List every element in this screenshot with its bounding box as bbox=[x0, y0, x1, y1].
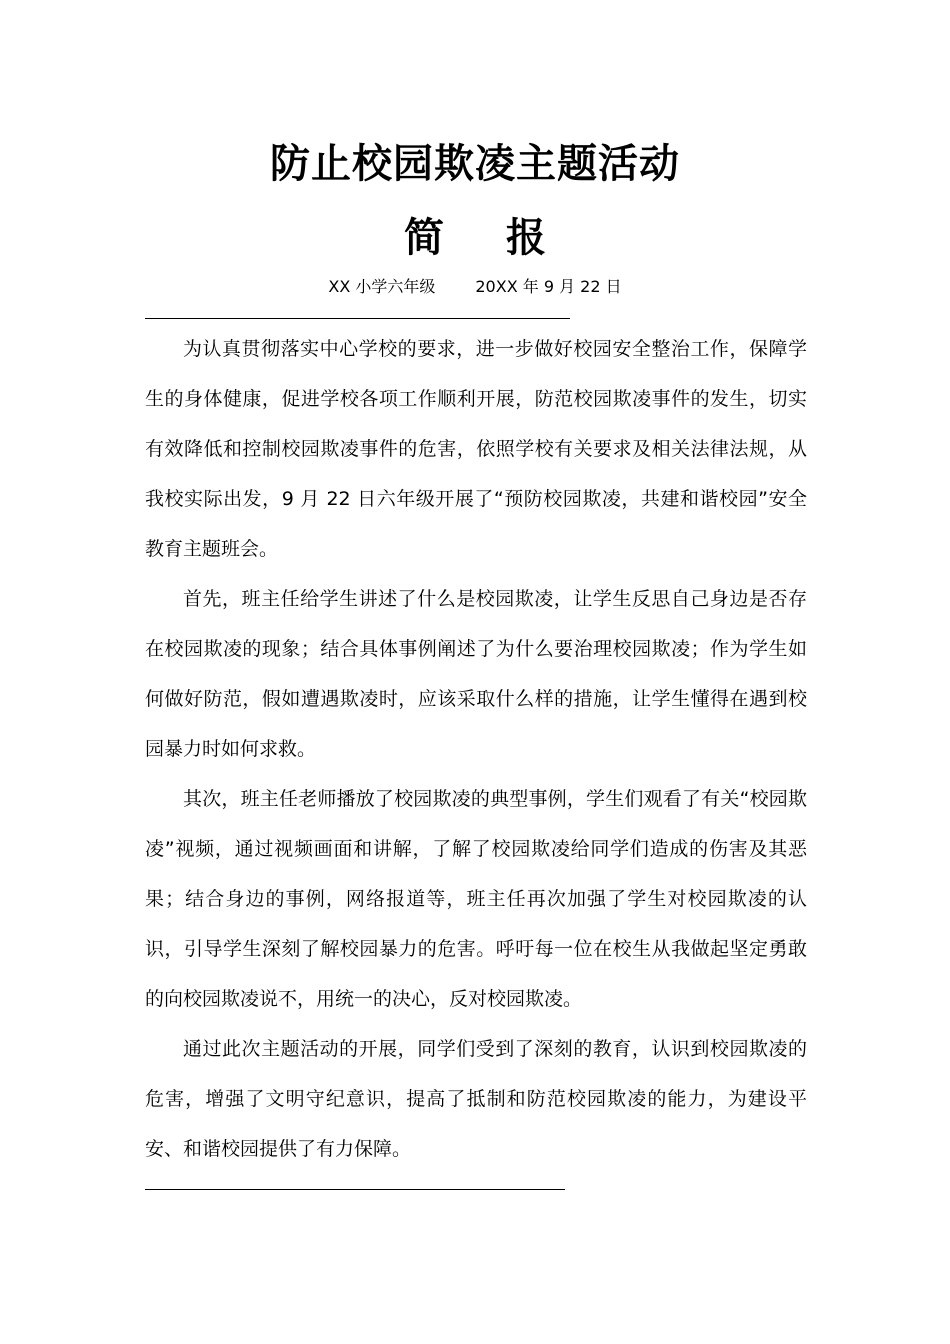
top-divider bbox=[145, 318, 570, 319]
document-body bbox=[145, 324, 807, 1174]
paragraph: 为认真贯彻落实中心学校的要求，进一步做好校园安全整治工作，保障学生的身体健康，促进学校各项工作顺利开展，防范校园欺凌事件的发生，切实有效降低和控制校园欺凌事件的危害，依照学校有关要求及相关法律法规，从我校实际出发，9 月 22 日六年级开展了“预防校园欺凌，共建和谐校园”安全教育主题班会。 bbox=[145, 338, 807, 560]
document-subtitle: 简 报 bbox=[404, 215, 570, 261]
paragraph: 其次，班主任老师播放了校园欺凌的典型事例，学生们观看了有关“校园欺凌”视频，通过视频画面和讲解，了解了校园欺凌给同学们造成的伤害及其恶果；结合身边的事例，网络报道等，班主任再次加强了学生对校园欺凌的认识，引导学生深刻了解校园暴力的危害。呼吁每一位在校生从我做起坚定勇敢的向校园欺凌说不，用统一的决心，反对校园欺凌。 bbox=[145, 788, 807, 1010]
paragraph: 通过此次主题活动的开展，同学们受到了深刻的教育，认识到校园欺凌的危害，增强了文明守纪意识，提高了抵制和防范校园欺凌的能力，为建设平安、和谐校园提供了有力保障。 bbox=[145, 1038, 807, 1160]
document-title: 防止校园欺凌主题活动 bbox=[270, 141, 680, 187]
paragraph: 首先，班主任给学生讲述了什么是校园欺凌，让学生反思自己身边是否存在校园欺凌的现象；结合具体事例阐述了为什么要治理校园欺凌；作为学生如何做好防范，假如遭遇欺凌时，应该采取什么样的措施，让学生懂得在遇到校园暴力时如何求救。 bbox=[145, 588, 807, 760]
bottom-divider bbox=[145, 1189, 565, 1190]
meta-date: 20XX 年 9 月 22 日 bbox=[475, 277, 622, 296]
document-meta bbox=[0, 276, 950, 298]
meta-org: XX 小学六年级 bbox=[328, 277, 436, 296]
